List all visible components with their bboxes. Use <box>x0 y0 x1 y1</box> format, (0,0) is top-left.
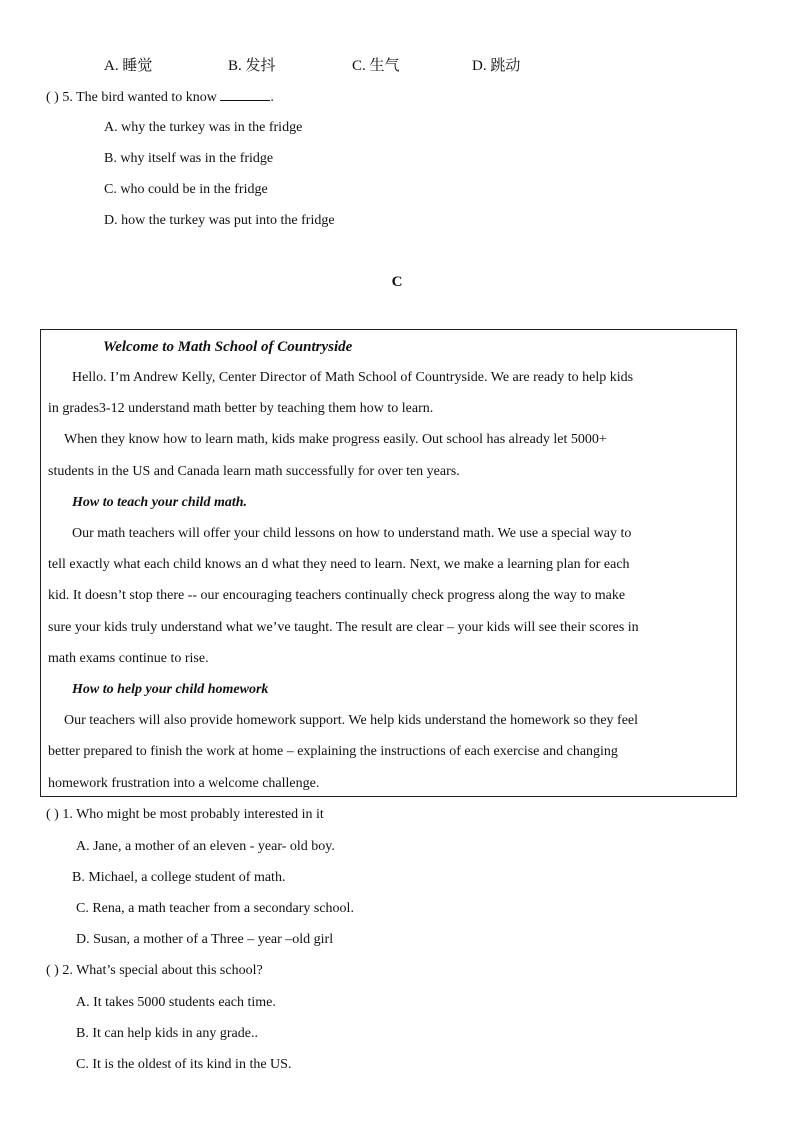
passage-line: sure your kids truly understand what we’ve taught. The result are clear – your kids will see their scores in <box>48 620 639 635</box>
passage-title: Welcome to Math School of Countryside <box>103 339 353 355</box>
section-heading-teach: How to teach your child math. <box>72 495 248 510</box>
passage-line: in grades3-12 understand math better by teaching them how to learn. <box>48 401 434 416</box>
q1-option-c: C. Rena, a math teacher from a secondary school. <box>76 901 354 916</box>
passage-line: When they know how to learn math, kids make progress easily. Out school has already let 5000+ <box>64 432 607 447</box>
q1-option-d: D. Susan, a mother of a Three – year –old girl <box>76 932 334 947</box>
passage-line: kid. It doesn’t stop there -- our encouraging teachers continually check progress along the way to make <box>48 588 626 603</box>
passage-line: Our teachers will also provide homework support. We help kids understand the homework so they feel <box>64 713 639 728</box>
q2-option-a: A. It takes 5000 students each time. <box>76 995 276 1010</box>
q4-option-a: A. 睡觉 <box>104 58 153 74</box>
q4-option-b: B. 发抖 <box>228 58 276 74</box>
q5-option-c: C. who could be in the fridge <box>104 182 268 197</box>
q5-blank <box>220 88 270 101</box>
q4-option-c: C. 生气 <box>352 58 400 74</box>
passage-line: math exams continue to rise. <box>48 651 209 666</box>
passage-line: tell exactly what each child knows an d what they need to learn. Next, we make a learning plan for each <box>48 557 630 572</box>
q2-stem: ( ) 2. What’s special about this school? <box>46 963 263 978</box>
q5-end: . <box>270 90 274 105</box>
q2-option-c: C. It is the oldest of its kind in the US. <box>76 1057 292 1072</box>
q5-option-a: A. why the turkey was in the fridge <box>104 120 303 135</box>
q1-option-b: B. Michael, a college student of math. <box>72 870 286 885</box>
q2-option-b: B. It can help kids in any grade.. <box>76 1026 258 1041</box>
q5-option-b: B. why itself was in the fridge <box>104 151 274 166</box>
passage-line: better prepared to finish the work at home – explaining the instructions of each exercise and changing <box>48 744 618 759</box>
q1-option-a: A. Jane, a mother of an eleven - year- old boy. <box>76 839 335 854</box>
q5-stem-line <box>46 88 274 107</box>
passage-line: Hello. I’m Andrew Kelly, Center Director of Math School of Countryside. We are ready to help kids <box>72 370 634 385</box>
q5-stem: ( ) 5. The bird wanted to know <box>46 90 217 105</box>
q5-option-d: D. how the turkey was put into the fridge <box>104 213 335 228</box>
q1-stem: ( ) 1. Who might be most probably interested in it <box>46 807 324 822</box>
passage-line: homework frustration into a welcome challenge. <box>48 776 320 791</box>
passage-line: students in the US and Canada learn math successfully for over ten years. <box>48 464 460 479</box>
section-label: C <box>391 274 403 290</box>
passage-line: Our math teachers will offer your child lessons on how to understand math. We use a special way to <box>72 526 632 541</box>
q4-option-d: D. 跳动 <box>472 58 521 74</box>
section-heading-homework: How to help your child homework <box>72 682 269 697</box>
